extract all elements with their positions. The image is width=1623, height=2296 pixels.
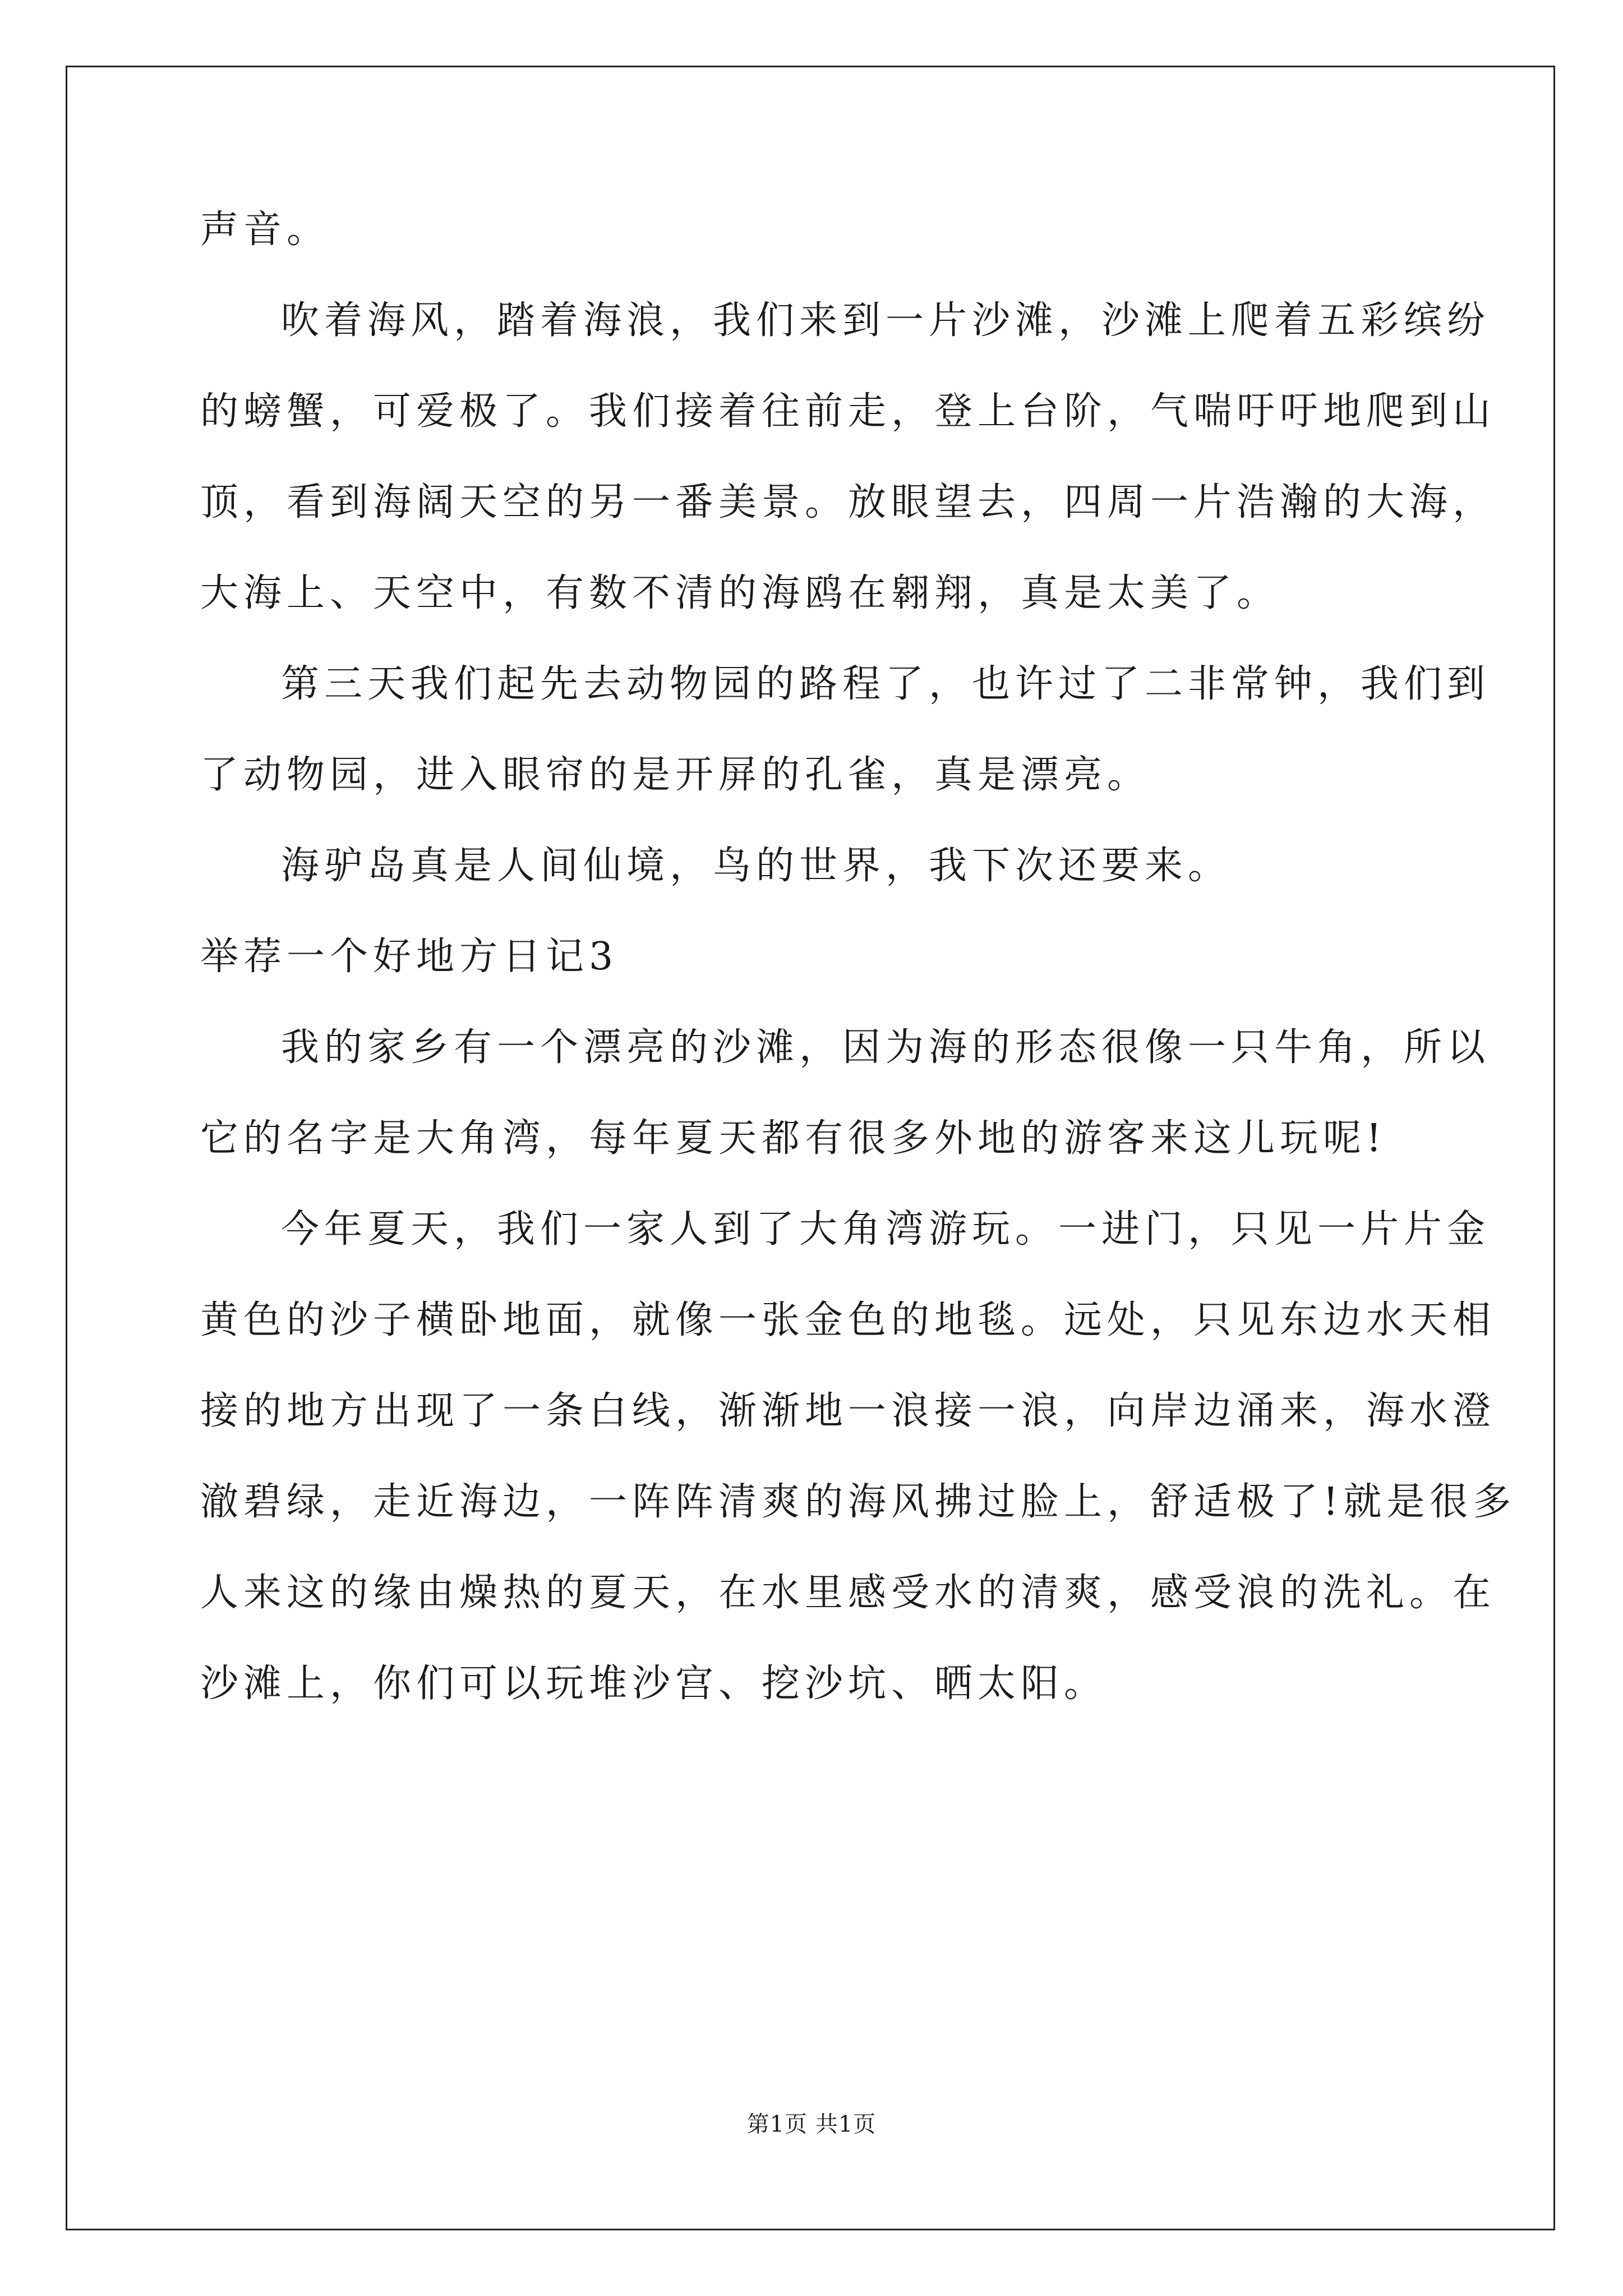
text-line: 了动物园，进入眼帘的是开屏的孔雀，真是漂亮。 [200,753,1151,797]
text-line: 它的名字是大角湾，每年夏天都有很多外地的游客来这儿玩呢! [200,1116,1387,1161]
section-heading: 举荐一个好地方日记3 [200,935,619,979]
text-line: 声音。 [200,208,330,252]
text-line: 的螃蟹，可爱极了。我们接着往前走，登上台阶，气喘吁吁地爬到山 [200,389,1496,434]
paragraph-first-line: 第三天我们起先去动物园的路程了，也许过了二非常钟，我们到 [281,662,1491,706]
text-line: 黄色的沙子横卧地面，就像一张金色的地毯。远处，只见东边水天相 [200,1298,1496,1342]
page-number: 第1页 共1页 [746,2111,877,2137]
paragraph-first-line: 我的家乡有一个漂亮的沙滩，因为海的形态很像一只牛角，所以 [281,1025,1491,1070]
text-line: 大海上、天空中，有数不清的海鸥在翱翔，真是太美了。 [200,571,1280,615]
text-line: 接的地方出现了一条白线，渐渐地一浪接一浪，向岸边涌来，海水澄 [200,1389,1496,1433]
text-line: 人来这的缘由燥热的夏天，在水里感受水的清爽，感受浪的洗礼。在 [200,1571,1496,1615]
text-line: 顶，看到海阔天空的另一番美景。放眼望去，四周一片浩瀚的大海， [200,480,1496,524]
paragraph-first-line: 今年夏天，我们一家人到了大角湾游玩。一进门，只见一片片金 [281,1207,1491,1251]
text-line: 沙滩上，你们可以玩堆沙宫、挖沙坑、晒太阳。 [200,1662,1108,1706]
paragraph-first-line: 吹着海风，踏着海浪，我们来到一片沙滩，沙滩上爬着五彩缤纷 [281,298,1491,343]
paragraph-first-line: 海驴岛真是人间仙境，鸟的世界，我下次还要来。 [281,844,1232,888]
text-line: 澈碧绿，走近海边，一阵阵清爽的海风拂过脸上，舒适极了!就是很多 [200,1480,1516,1524]
